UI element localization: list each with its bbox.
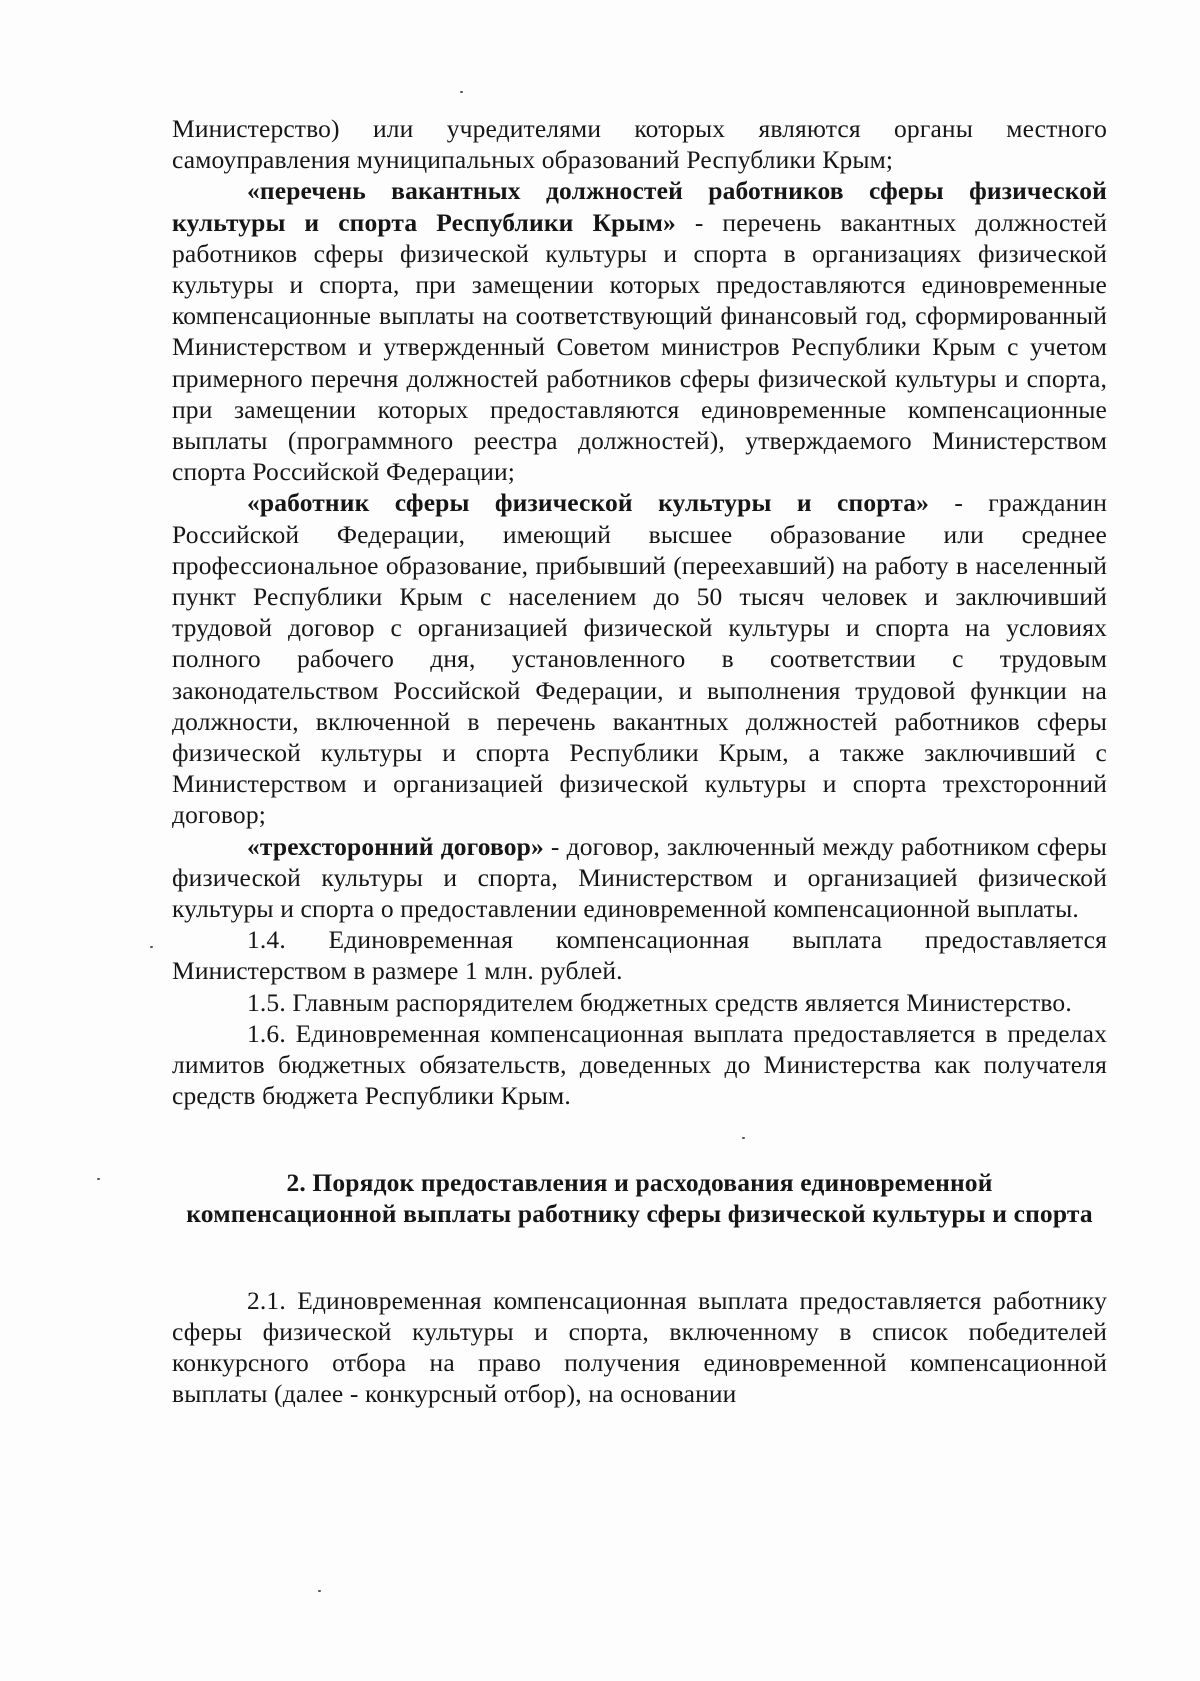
section-2-heading: 2. Порядок предоставления и расходования единовременной компенсационной выплаты работнику сферы физической культуры и спорта bbox=[186, 1167, 1093, 1228]
scan-speck bbox=[318, 1590, 321, 1592]
paragraph-intro: Министерство) или учредителями которых являются органы местного самоуправления муниципальных образований Республики Крым; bbox=[172, 114, 1107, 175]
definition-vacancy-list bbox=[172, 175, 1107, 487]
term-tripartite-contract: «трехсторонний договор» bbox=[247, 831, 544, 861]
definition-vacancy-list-text: - перечень вакантных должностей работников сферы физической культуры и спорта в организациях физической культуры и спорта, при замещении которых предоставляются единовременные компенсационные выплаты на соответствующий финансовый год, сформированный Министерством и утвержденный Советом министров Республики Крым с учетом примерного перечня должностей работников сферы физической культуры и спорта, при замещении которых предоставляются единовременные компенсационные выплаты (программного реестра должностей), утверждаемого Министерством спорта Российской Федерации; bbox=[172, 207, 1107, 487]
document-body bbox=[172, 113, 1107, 1409]
scan-speck bbox=[97, 1178, 100, 1180]
definition-tripartite-contract-text: - договор, заключенный между работником сферы физической культуры и спорта, Министерством и организацией физической культуры и спорта о предоставлении единовременной компенсационной выплаты. bbox=[172, 831, 1107, 924]
term-vacancy-list: «перечень вакантных должностей работников сферы физической культуры и спорта Республики Крым» bbox=[172, 176, 1107, 237]
clause-1-6: 1.6. Единовременная компенсационная выплата предоставляется в пределах лимитов бюджетных обязательств, доведенных до Министерства как получателя средств бюджета Республики Крым. bbox=[172, 1018, 1107, 1111]
clause-2-1: 2.1. Единовременная компенсационная выплата предоставляется работнику сферы физической культуры и спорта, включенному в список победителей конкурсного отбора на право получения единовременной компенсационной выплаты (далее - конкурсный отбор), на основании bbox=[172, 1285, 1107, 1409]
scan-speck bbox=[460, 91, 463, 93]
term-sport-worker: «работник сферы физической культуры и спорта» bbox=[247, 488, 930, 518]
clause-1-5: 1.5. Главным распорядителем бюджетных средств является Министерство. bbox=[247, 987, 1072, 1017]
definition-sport-worker bbox=[172, 487, 1107, 830]
clause-1-4: 1.4. Единовременная компенсационная выплата предоставляется Министерством в размере 1 млн. рублей. bbox=[172, 925, 1107, 986]
definition-sport-worker-text: - гражданин Российской Федерации, имеющий высшее образование или среднее профессиональное образование, прибывший (переехавший) на работу в населенный пункт Республики Крым с населением до 50 тысяч человек и заключивший трудовой договор с организацией физической культуры и спорта на условиях полного рабочего дня, установленного в соответствии с трудовым законодательством Российской Федерации, и выполнения трудовой функции на должности, включенной в перечень вакантных должностей работников сферы физической культуры и спорта Республики Крым, а также заключивший с Министерством и организацией физической культуры и спорта трехсторонний договор; bbox=[172, 488, 1107, 830]
definition-tripartite-contract bbox=[172, 831, 1107, 925]
scan-speck bbox=[150, 946, 153, 948]
scan-speck bbox=[742, 1137, 745, 1139]
